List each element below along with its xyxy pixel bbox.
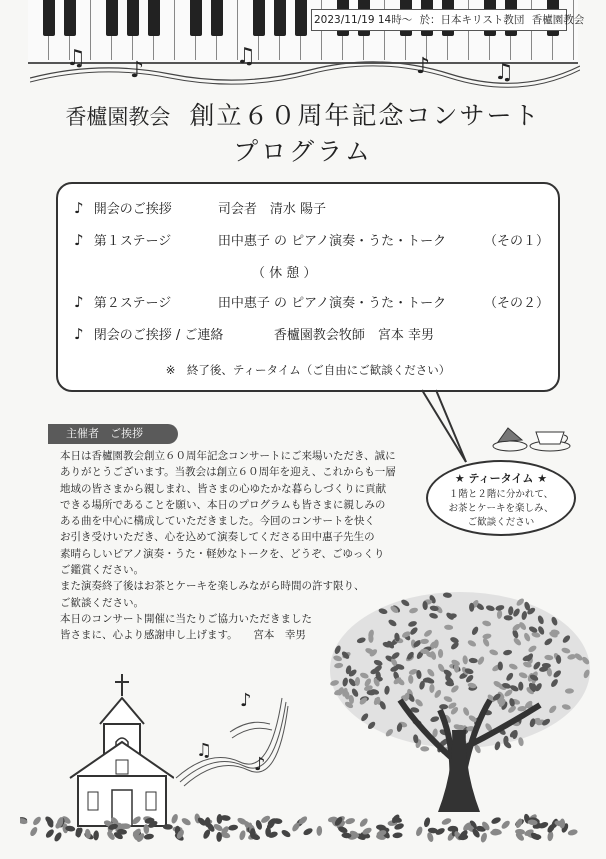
tea-time-title: ★ ティータイム ★: [454, 472, 548, 485]
organizer-name: 香櫨園教会: [65, 105, 171, 129]
music-note-icon: ♪: [74, 325, 84, 343]
page-title: [0, 96, 606, 132]
music-note-icon: ♪: [254, 754, 266, 775]
piano-black-key: [43, 0, 55, 36]
ground-leaf: [434, 827, 445, 837]
program-item-intermission: [252, 262, 316, 281]
greeting-line: また演奏終了後はお茶とケーキを楽しみながら時間の許す限り、: [60, 580, 365, 593]
ground-leaf: [180, 817, 191, 827]
piano-black-key: [295, 0, 307, 36]
ground-leaf: [93, 830, 99, 840]
ground-leaf: [423, 817, 431, 828]
greeting-line: ご歓談ください。: [60, 596, 144, 609]
program-heading: プログラム: [233, 137, 373, 166]
concert-title: 創立６０周年記念コンサート: [189, 101, 541, 130]
piano-black-key: [64, 0, 76, 36]
tree-illustration: [320, 580, 606, 830]
program-item-stage1: [74, 230, 549, 249]
ground-leaf: [170, 813, 179, 824]
ground-leaf: [567, 828, 578, 836]
greeting-line: ある曲を中心に構成していただきました。今回のコンサートを快く: [60, 515, 375, 528]
tea-line: ご歓談ください: [467, 517, 535, 528]
ground-leaf: [163, 824, 173, 830]
ground-leaf: [280, 828, 291, 838]
ground-leaf: [44, 828, 55, 839]
event-datetime: 2023/11/19 14時～: [314, 14, 413, 26]
ground-leaf: [53, 831, 63, 842]
tea-line: お茶とケーキを楽しみ、: [448, 503, 554, 514]
ground-leaf: [316, 826, 322, 836]
music-note-icon: ♪: [74, 199, 84, 217]
piano-black-key: [148, 0, 160, 36]
bubble-pointer: [416, 388, 476, 468]
ground-leaf: [358, 817, 369, 828]
ground-leaf: [228, 824, 239, 831]
ground-leaf: [302, 827, 313, 837]
greeting-line: できる場所であることを願い、本日のプログラムも皆さまに親しみの: [60, 498, 386, 511]
ground-leaf: [441, 817, 452, 826]
greeting-line: 地域の皆さまから親しまれ、皆さまの心ゆたかな暮らしづくりに貢献: [60, 482, 387, 495]
piano-black-key: [274, 0, 286, 36]
tea-and-cake-illustration: [492, 410, 572, 454]
music-note-icon: ♪: [240, 690, 252, 711]
greeting-line: ご鑑賞ください。: [60, 564, 144, 577]
ground-leaf: [32, 815, 43, 826]
ground-leaf: [131, 815, 142, 826]
tree-leaf: [420, 746, 429, 752]
program-item-suffix: （その２）: [484, 296, 550, 311]
greeting-line: ありがとうございます。当教会は創立６０周年を迎え、これからも一層: [60, 466, 396, 479]
ground-leaf: [345, 817, 356, 825]
program-item-detail: 田中惠子 の ピアノ演奏・うた・トーク: [217, 296, 447, 311]
greeting-line: お引き受けいただき、心を込めて演奏してくださる田中惠子先生の: [60, 531, 375, 544]
music-staff-swirl-decoration: [170, 678, 290, 798]
music-note-icon: ♪: [416, 54, 431, 79]
piano-black-key: [190, 0, 202, 36]
music-note-icon: ♫: [236, 44, 256, 69]
greeting-line: 素晴らしいピアノ演奏・うた・軽妙なトークを、どうぞ、ごゆっくり: [60, 547, 385, 560]
music-note-icon: ♪: [74, 231, 84, 249]
music-note-icon: ♫: [66, 46, 86, 71]
venue-church: 香櫨園教会: [531, 14, 585, 26]
program-item-detail: 香櫨園教会牧師 宮本 幸男: [273, 328, 434, 343]
greeting-label: 主催者 ご挨拶: [48, 424, 178, 444]
piano-black-key: [211, 0, 223, 36]
tea-line: １階と２階に分かれて、: [448, 489, 554, 500]
tea-time-body: [428, 488, 574, 530]
greeting-line: 本日のコンサート開催に当たりご協力いただきました: [60, 612, 312, 625]
program-item-title: 開会のご挨拶: [93, 202, 172, 217]
ground-leaf: [392, 832, 403, 839]
ground-leaf: [29, 826, 39, 837]
music-note-icon: ♫: [196, 740, 213, 761]
event-info-box: [311, 9, 585, 31]
program-item-title: 第１ステージ: [93, 234, 172, 249]
program-item-opening: [74, 198, 326, 217]
music-note-icon: ♪: [74, 293, 84, 311]
ground-leaf: [500, 819, 511, 830]
program-item-suffix: （その１）: [484, 234, 550, 249]
program-item-title: 第２ステージ: [93, 296, 172, 311]
greeting-line: 皆さまに、心より感謝申し上げます。 宮本 幸男: [60, 629, 306, 642]
music-note-icon: ♪: [130, 58, 145, 83]
greeting-line: 本日は香櫨園教会創立６０周年記念コンサートにご来場いただき、誠に: [60, 450, 396, 462]
ground-leaf: [547, 831, 554, 842]
leaf-border-decoration: [20, 812, 586, 844]
program-item-detail: 田中惠子 の ピアノ演奏・うた・トーク: [217, 234, 447, 249]
piano-black-key: [253, 0, 265, 36]
piano-black-key: [127, 0, 139, 36]
ground-leaf: [144, 833, 155, 840]
program-item-detail: 司会者 清水 陽子: [217, 202, 326, 217]
music-note-icon: ♫: [494, 60, 514, 85]
ground-leaf: [238, 830, 246, 841]
piano-black-key: [106, 0, 118, 36]
program-box: [56, 182, 560, 392]
ground-leaf: [480, 832, 488, 843]
program-item-closing: [74, 324, 434, 343]
tea-time-note: ※ 終了後、ティータイム（ご自由にご歓談ください）: [165, 363, 451, 377]
program-item-title: 閉会のご挨拶 / ご連絡: [93, 328, 224, 343]
church-illustration: [64, 672, 174, 832]
tea-time-bubble: [426, 460, 576, 536]
ground-leaf: [490, 816, 501, 825]
venue-label: 於：日本キリスト教団: [419, 14, 525, 26]
program-item-detail: （ 休 憩 ）: [252, 266, 317, 281]
ground-leaf: [415, 826, 424, 837]
program-item-stage2: [74, 292, 549, 311]
